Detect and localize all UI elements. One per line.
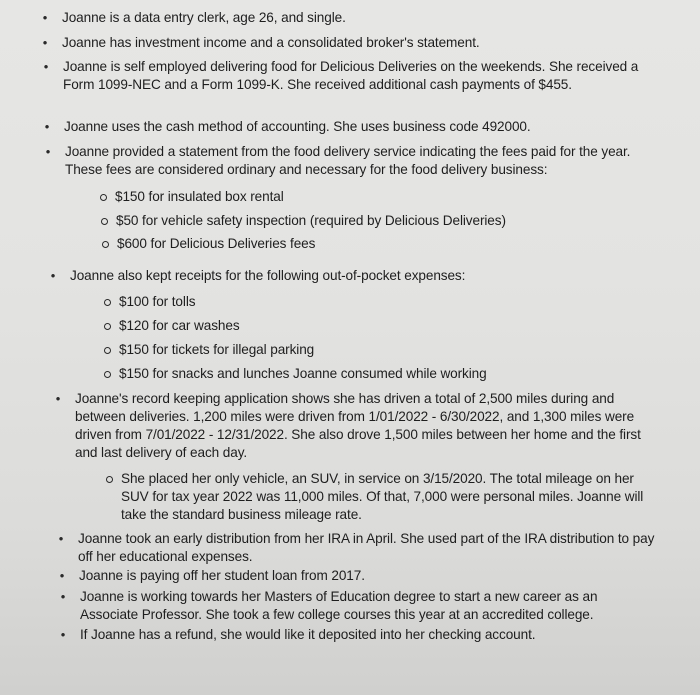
fee-item	[117, 235, 637, 253]
fee-text: $150 for insulated box rental	[115, 189, 284, 204]
circle-bullet-icon	[102, 241, 109, 248]
vehicle-note-text: She placed her only vehicle, an SUV, in service on 3/15/2020. The total mileage on her SUV for tax year 2022 was 11,000 miles. Of that, 7,000 were personal miles. Joanne will take the standard business mileage rate.	[121, 471, 644, 522]
circle-bullet-icon	[101, 218, 108, 225]
bullet-dot-icon: •	[43, 59, 49, 74]
circle-bullet-icon	[106, 476, 113, 483]
bullet-dot-icon: •	[55, 391, 61, 406]
bullet-text: Joanne is self employed delivering food for Delicious Deliveries on the weekends. She received a Form 1099-NEC and a Form 1099-K. She received additional cash payments of $455.	[63, 59, 639, 92]
fee-text: $50 for vehicle safety inspection (required by Delicious Deliveries)	[116, 213, 506, 228]
bullet-item	[60, 588, 640, 624]
expense-item	[119, 317, 639, 335]
expense-text: $120 for car washes	[119, 318, 240, 333]
bullet-dot-icon: •	[59, 568, 65, 583]
bullet-item	[58, 530, 658, 566]
bullet-item	[55, 390, 655, 462]
bullet-dot-icon: •	[60, 627, 66, 642]
expense-text: $150 for tickets for illegal parking	[119, 342, 315, 357]
circle-bullet-icon	[104, 299, 111, 306]
circle-bullet-icon	[104, 323, 111, 330]
bullet-item	[43, 58, 655, 94]
expense-text: $100 for tolls	[119, 294, 196, 309]
bullet-text: If Joanne has a refund, she would like it deposited into her checking account.	[80, 627, 536, 642]
bullet-text: Joanne took an early distribution from her IRA in April. She used part of the IRA distribution to pay off her educational expenses.	[78, 531, 655, 564]
bullet-item	[44, 118, 664, 136]
bullet-dot-icon: •	[44, 119, 50, 134]
bullet-text: Joanne is a data entry clerk, age 26, and single.	[62, 10, 346, 25]
bullet-text: Joanne provided a statement from the food delivery service indicating the fees paid for the year. These fees are considered ordinary and necessary for the food delivery business:	[65, 144, 631, 177]
vehicle-note	[121, 470, 661, 524]
bullet-dot-icon: •	[42, 10, 48, 25]
bullet-dot-icon: •	[60, 589, 66, 604]
expense-item	[119, 365, 659, 383]
bullet-text: Joanne has investment income and a consolidated broker's statement.	[62, 35, 480, 50]
bullet-text: Joanne also kept receipts for the following out-of-pocket expenses:	[70, 268, 466, 283]
bullet-dot-icon: •	[45, 144, 51, 159]
bullet-item	[42, 34, 662, 52]
fee-text: $600 for Delicious Deliveries fees	[117, 236, 316, 251]
bullet-text: Joanne is paying off her student loan from 2017.	[79, 568, 365, 583]
bullet-item	[59, 567, 659, 585]
bullet-dot-icon: •	[50, 268, 56, 283]
bullet-text: Joanne's record keeping application shows she has driven a total of 2,500 miles during and between deliveries. 1,200 miles were driven from 1/01/2022 - 6/30/2022, and 1,300 miles were driven from 7/01/2022 - 12/31/2022. She also drove 1,500 miles between her home and the first and last delivery of each day.	[75, 391, 641, 460]
expense-text: $150 for snacks and lunches Joanne consumed while working	[119, 366, 487, 381]
bullet-item	[60, 626, 660, 644]
bullet-item	[50, 267, 660, 285]
expense-item	[119, 341, 639, 359]
fee-item	[116, 212, 636, 230]
expense-item	[119, 293, 639, 311]
bullet-item	[45, 143, 655, 179]
circle-bullet-icon	[104, 371, 111, 378]
bullet-text: Joanne uses the cash method of accounting. She uses business code 492000.	[64, 119, 531, 134]
circle-bullet-icon	[104, 347, 111, 354]
circle-bullet-icon	[100, 194, 107, 201]
bullet-dot-icon: •	[42, 35, 48, 50]
bullet-item	[42, 9, 662, 27]
fee-item	[115, 188, 635, 206]
bullet-dot-icon: •	[58, 531, 64, 546]
bullet-text: Joanne is working towards her Masters of Education degree to start a new career as an Associate Professor. She took a few college courses this year at an accredited college.	[80, 589, 598, 622]
